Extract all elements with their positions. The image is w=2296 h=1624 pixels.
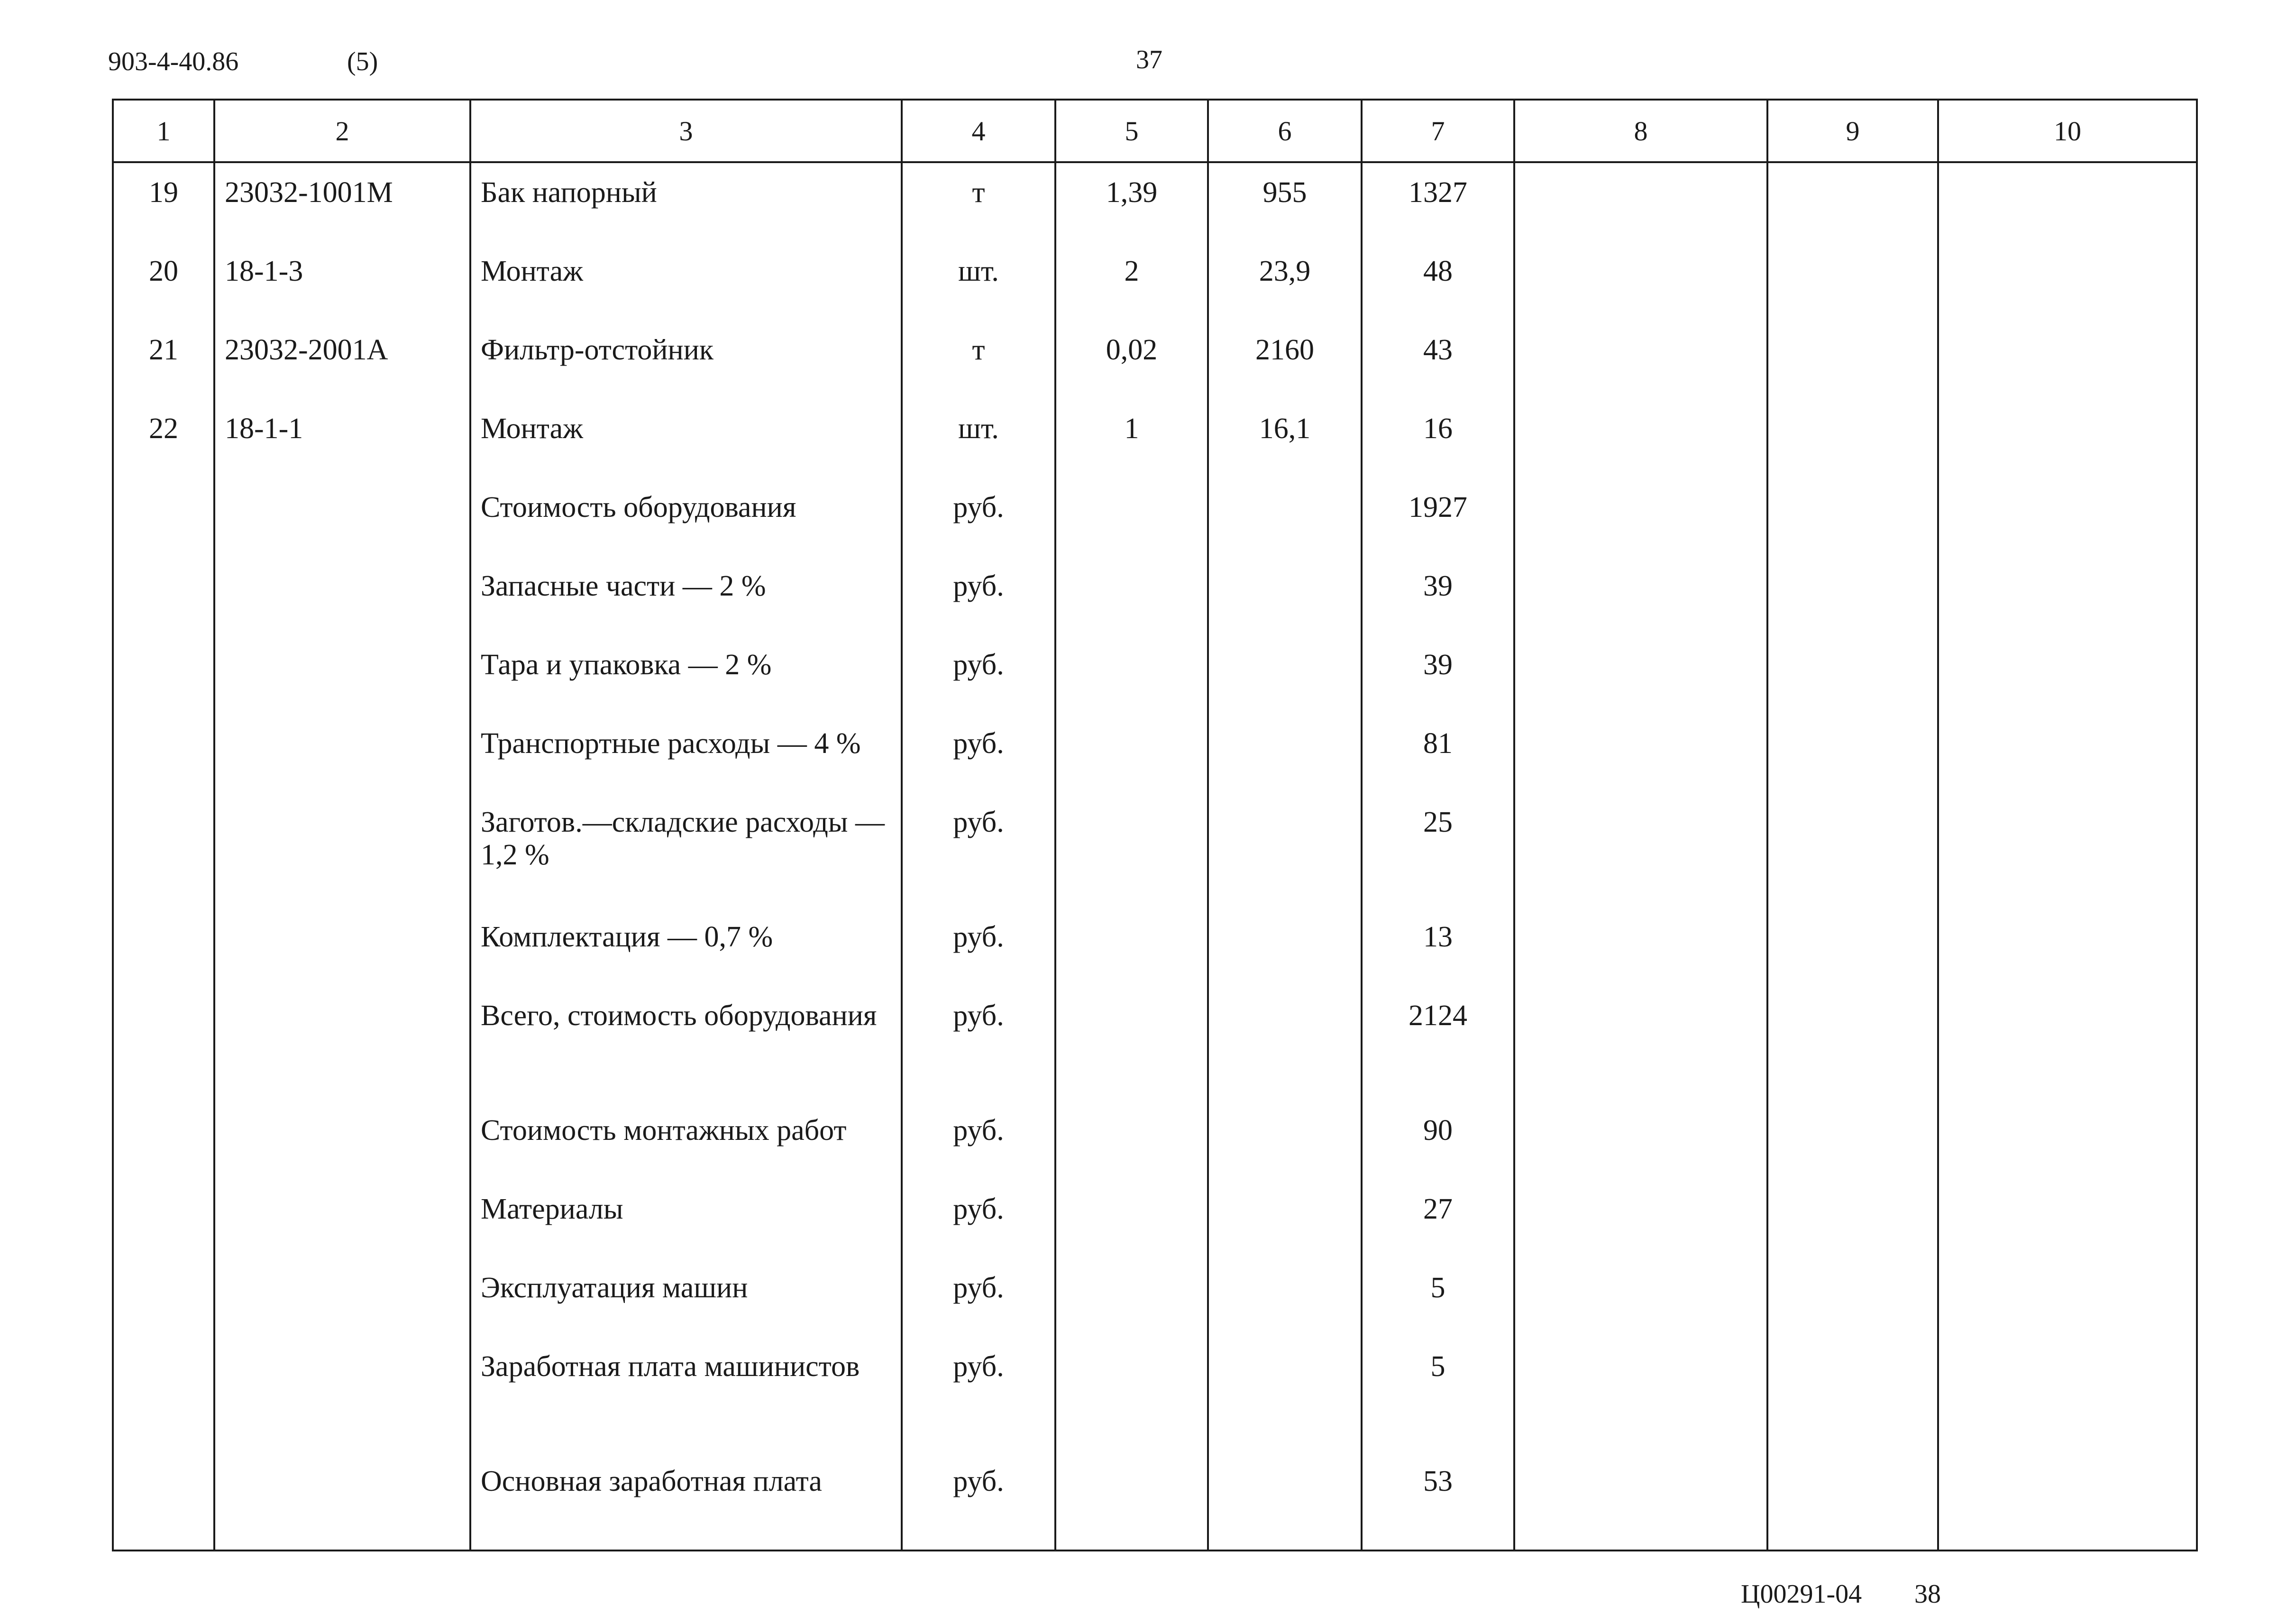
row-number (113, 557, 214, 635)
table-row (113, 908, 2197, 986)
row-number (113, 1101, 214, 1180)
unit-price: 955 (1208, 162, 1362, 242)
column-10-cell (1938, 399, 2197, 478)
unit-of-measure: руб. (902, 1101, 1055, 1180)
unit-price (1208, 714, 1362, 793)
column-8-cell (1514, 478, 1767, 557)
item-name: Стоимость монтажных работ (470, 1101, 902, 1180)
row-number (113, 1337, 214, 1452)
price-code (214, 635, 470, 714)
quantity (1055, 635, 1208, 714)
price-code (214, 1337, 470, 1452)
column-8-cell (1514, 793, 1767, 908)
unit-of-measure: руб. (902, 908, 1055, 986)
price-code (214, 1258, 470, 1337)
price-code: 18-1-1 (214, 399, 470, 478)
column-9-cell (1767, 1337, 1938, 1452)
row-number: 22 (113, 399, 214, 478)
unit-of-measure: руб. (902, 1452, 1055, 1531)
row-number: 19 (113, 162, 214, 242)
column-10-cell (1938, 321, 2197, 399)
unit-price (1208, 1452, 1362, 1531)
unit-of-measure: руб. (902, 1337, 1055, 1452)
footer-code: Ц00291-04 (1741, 1579, 1862, 1609)
price-code (214, 714, 470, 793)
total-cost: 1327 (1362, 162, 1514, 242)
unit-price (1208, 635, 1362, 714)
total-cost: 5 (1362, 1337, 1514, 1452)
total-cost: 27 (1362, 1180, 1514, 1258)
item-name: Стоимость оборудования (470, 478, 902, 557)
column-10-cell (1938, 1452, 2197, 1531)
price-code (214, 478, 470, 557)
column-9-cell (1767, 557, 1938, 635)
column-9-cell (1767, 1101, 1938, 1180)
total-cost: 1927 (1362, 478, 1514, 557)
sheet-number: (5) (347, 47, 378, 76)
table-body (113, 162, 2197, 1551)
row-number (113, 714, 214, 793)
column-8-cell (1514, 557, 1767, 635)
total-cost: 25 (1362, 793, 1514, 908)
price-code: 23032-1001М (214, 162, 470, 242)
column-9-cell (1767, 1258, 1938, 1337)
item-name: Комплектация — 0,7 % (470, 908, 902, 986)
quantity (1055, 793, 1208, 908)
item-name: Монтаж (470, 242, 902, 321)
column-10-cell (1938, 986, 2197, 1101)
quantity (1055, 1452, 1208, 1531)
row-number (113, 478, 214, 557)
price-code (214, 986, 470, 1101)
column-10-cell (1938, 1258, 2197, 1337)
quantity: 1 (1055, 399, 1208, 478)
row-number (113, 635, 214, 714)
column-8-cell (1514, 908, 1767, 986)
column-header: 6 (1208, 100, 1362, 162)
table-row (113, 1452, 2197, 1531)
column-10-cell (1938, 793, 2197, 908)
total-cost: 43 (1362, 321, 1514, 399)
column-10-cell (1938, 242, 2197, 321)
column-header: 10 (1938, 100, 2197, 162)
column-9-cell (1767, 635, 1938, 714)
item-name: Заготов.—складские расходы — 1,2 % (470, 793, 902, 908)
quantity (1055, 908, 1208, 986)
column-header: 7 (1362, 100, 1514, 162)
quantity: 0,02 (1055, 321, 1208, 399)
table-row (113, 399, 2197, 478)
quantity (1055, 714, 1208, 793)
unit-price (1208, 1337, 1362, 1452)
column-10-cell (1938, 635, 2197, 714)
table-row (113, 635, 2197, 714)
column-10-cell (1938, 1337, 2197, 1452)
row-number (113, 1452, 214, 1531)
total-cost: 90 (1362, 1101, 1514, 1180)
column-8-cell (1514, 321, 1767, 399)
unit-price (1208, 1258, 1362, 1337)
column-8-cell (1514, 1258, 1767, 1337)
document-number: 903-4-40.86 (108, 47, 239, 76)
footer-page-number: 38 (1914, 1579, 1941, 1609)
column-10-cell (1938, 1180, 2197, 1258)
item-name: Тара и упаковка — 2 % (470, 635, 902, 714)
item-name: Заработная плата машинистов (470, 1337, 902, 1452)
column-9-cell (1767, 478, 1938, 557)
unit-price (1208, 1180, 1362, 1258)
row-number: 20 (113, 242, 214, 321)
quantity (1055, 1337, 1208, 1452)
item-name: Бак напорный (470, 162, 902, 242)
column-8-cell (1514, 986, 1767, 1101)
table-row (113, 557, 2197, 635)
unit-price (1208, 478, 1362, 557)
column-10-cell (1938, 714, 2197, 793)
total-cost: 2124 (1362, 986, 1514, 1101)
row-number (113, 1258, 214, 1337)
quantity (1055, 557, 1208, 635)
unit-of-measure: руб. (902, 478, 1055, 557)
column-10-cell (1938, 162, 2197, 242)
table-row (113, 986, 2197, 1101)
item-name: Транспортные расходы — 4 % (470, 714, 902, 793)
unit-price: 16,1 (1208, 399, 1362, 478)
table-row (113, 242, 2197, 321)
page-number: 37 (1136, 45, 1162, 74)
unit-price (1208, 986, 1362, 1101)
table-row (113, 1337, 2197, 1452)
unit-price (1208, 557, 1362, 635)
row-number (113, 986, 214, 1101)
price-code: 18-1-3 (214, 242, 470, 321)
column-9-cell (1767, 1180, 1938, 1258)
total-cost: 39 (1362, 557, 1514, 635)
quantity (1055, 1258, 1208, 1337)
table-row (113, 1180, 2197, 1258)
unit-of-measure: руб. (902, 714, 1055, 793)
quantity (1055, 1180, 1208, 1258)
unit-of-measure: т (902, 162, 1055, 242)
item-name: Материалы (470, 1180, 902, 1258)
column-9-cell (1767, 714, 1938, 793)
unit-price (1208, 908, 1362, 986)
item-name: Всего, стоимость оборудования (470, 986, 902, 1101)
quantity (1055, 986, 1208, 1101)
unit-of-measure: руб. (902, 557, 1055, 635)
quantity: 2 (1055, 242, 1208, 321)
price-code (214, 1101, 470, 1180)
column-8-cell (1514, 242, 1767, 321)
total-cost: 13 (1362, 908, 1514, 986)
total-cost: 81 (1362, 714, 1514, 793)
unit-price: 2160 (1208, 321, 1362, 399)
total-cost: 16 (1362, 399, 1514, 478)
column-10-cell (1938, 478, 2197, 557)
column-8-cell (1514, 162, 1767, 242)
column-header: 3 (470, 100, 902, 162)
unit-of-measure: руб. (902, 793, 1055, 908)
price-code: 23032-2001А (214, 321, 470, 399)
column-header: 9 (1767, 100, 1938, 162)
column-header: 4 (902, 100, 1055, 162)
item-name: Эксплуатация машин (470, 1258, 902, 1337)
column-9-cell (1767, 1452, 1938, 1531)
table-row (113, 793, 2197, 908)
unit-price (1208, 1101, 1362, 1180)
column-10-cell (1938, 557, 2197, 635)
row-number (113, 908, 214, 986)
unit-of-measure: руб. (902, 1258, 1055, 1337)
column-header: 2 (214, 100, 470, 162)
column-9-cell (1767, 162, 1938, 242)
row-number (113, 1180, 214, 1258)
unit-price: 23,9 (1208, 242, 1362, 321)
column-8-cell (1514, 1180, 1767, 1258)
column-9-cell (1767, 986, 1938, 1101)
unit-of-measure: т (902, 321, 1055, 399)
total-cost: 48 (1362, 242, 1514, 321)
total-cost: 39 (1362, 635, 1514, 714)
table-row (113, 1258, 2197, 1337)
column-9-cell (1767, 793, 1938, 908)
column-header: 5 (1055, 100, 1208, 162)
item-name: Монтаж (470, 399, 902, 478)
quantity: 1,39 (1055, 162, 1208, 242)
unit-of-measure: руб. (902, 635, 1055, 714)
total-cost: 5 (1362, 1258, 1514, 1337)
price-code (214, 908, 470, 986)
column-header: 8 (1514, 100, 1767, 162)
unit-of-measure: руб. (902, 986, 1055, 1101)
price-code (214, 557, 470, 635)
price-code (214, 793, 470, 908)
column-9-cell (1767, 321, 1938, 399)
estimate-table (112, 99, 2198, 1551)
column-number-row (113, 100, 2197, 162)
column-9-cell (1767, 399, 1938, 478)
unit-of-measure: шт. (902, 399, 1055, 478)
table-row (113, 1101, 2197, 1180)
table-row (113, 321, 2197, 399)
quantity (1055, 478, 1208, 557)
table-filler-row (113, 1531, 2197, 1551)
row-number (113, 793, 214, 908)
unit-price (1208, 793, 1362, 908)
table-row (113, 478, 2197, 557)
column-8-cell (1514, 1337, 1767, 1452)
column-8-cell (1514, 399, 1767, 478)
unit-of-measure: шт. (902, 242, 1055, 321)
row-number: 21 (113, 321, 214, 399)
column-8-cell (1514, 1101, 1767, 1180)
column-8-cell (1514, 635, 1767, 714)
total-cost: 53 (1362, 1452, 1514, 1531)
column-10-cell (1938, 1101, 2197, 1180)
column-header: 1 (113, 100, 214, 162)
column-10-cell (1938, 908, 2197, 986)
unit-of-measure: руб. (902, 1180, 1055, 1258)
column-9-cell (1767, 242, 1938, 321)
price-code (214, 1180, 470, 1258)
item-name: Запасные части — 2 % (470, 557, 902, 635)
column-8-cell (1514, 1452, 1767, 1531)
quantity (1055, 1101, 1208, 1180)
table-row (113, 162, 2197, 242)
column-9-cell (1767, 908, 1938, 986)
price-code (214, 1452, 470, 1531)
item-name: Фильтр-отстойник (470, 321, 902, 399)
table-row (113, 714, 2197, 793)
item-name: Основная заработная плата (470, 1452, 902, 1531)
column-8-cell (1514, 714, 1767, 793)
